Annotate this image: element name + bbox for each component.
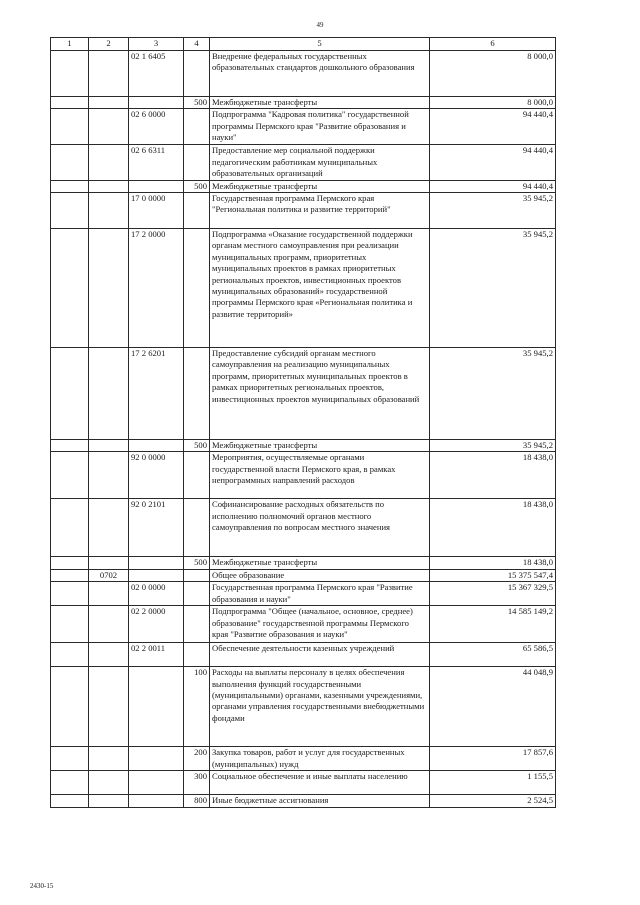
cell-c3: 02 6 0000 [129,109,184,145]
cell-c5: Предоставление мер социальной поддержки педагогическим работникам муниципальных образовательных организаций [210,145,430,180]
cell-c4: 500 [184,440,210,452]
table-row [51,452,556,499]
cell-c4: 100 [184,667,210,747]
table-row [51,499,556,557]
cell-c6: 35 945,2 [430,348,556,440]
cell-c6: 8 000,0 [430,51,556,97]
cell-c6: 35 945,2 [430,193,556,229]
cell-c4: 800 [184,795,210,807]
cell-c6: 94 440,4 [430,145,556,180]
table-row [51,145,556,180]
cell-c2 [89,452,129,499]
cell-c2 [89,582,129,606]
cell-c3: 92 0 0000 [129,452,184,499]
page-number: 49 [316,21,324,29]
cell-c6: 65 586,5 [430,643,556,667]
cell-c1 [51,569,89,581]
cell-c3 [129,795,184,807]
cell-c3 [129,557,184,569]
cell-c2 [89,51,129,97]
cell-c4 [184,499,210,557]
cell-c2 [89,795,129,807]
cell-c4: 500 [184,180,210,192]
cell-c6: 18 438,0 [430,557,556,569]
cell-c6: 94 440,4 [430,180,556,192]
cell-c6: 2 524,5 [430,795,556,807]
table-row [51,606,556,643]
cell-c3: 17 2 0000 [129,229,184,348]
cell-c6: 15 375 547,4 [430,569,556,581]
cell-c2: 0702 [89,569,129,581]
cell-c6: 14 585 149,2 [430,606,556,643]
cell-c2 [89,97,129,109]
cell-c3 [129,569,184,581]
cell-c2 [89,771,129,795]
cell-c5: Межбюджетные трансферты [210,180,430,192]
cell-c5: Межбюджетные трансферты [210,97,430,109]
cell-c5: Подпрограмма "Кадровая политика" государственной программы Пермского края "Развитие образования и науки" [210,109,430,145]
cell-c5: Расходы на выплаты персоналу в целях обеспечения выполнения функций государственными (муниципальными) органами, казенными учреждениями, органами управления государственными внебюджетными фондами [210,667,430,747]
table-row [51,747,556,771]
cell-c3: 02 1 6405 [129,51,184,97]
cell-c3: 02 2 0011 [129,643,184,667]
cell-c6: 18 438,0 [430,499,556,557]
cell-c1 [51,109,89,145]
cell-c3 [129,771,184,795]
table-row [51,229,556,348]
cell-c4 [184,348,210,440]
cell-c1 [51,440,89,452]
cell-c5: Внедрение федеральных государственных образовательных стандартов дошкольного образования [210,51,430,97]
table-row [51,557,556,569]
cell-c1 [51,229,89,348]
cell-c6: 8 000,0 [430,97,556,109]
cell-c4 [184,569,210,581]
cell-c1 [51,145,89,180]
cell-c2 [89,606,129,643]
cell-c3: 17 2 6201 [129,348,184,440]
cell-c1 [51,97,89,109]
table-row [51,51,556,97]
cell-c6: 17 857,6 [430,747,556,771]
column-header-5: 5 [210,38,430,51]
cell-c3: 17 0 0000 [129,193,184,229]
cell-c6: 35 945,2 [430,229,556,348]
table-row [51,348,556,440]
cell-c3: 02 2 0000 [129,606,184,643]
cell-c1 [51,795,89,807]
cell-c4 [184,51,210,97]
table-row [51,440,556,452]
cell-c2 [89,747,129,771]
cell-c1 [51,606,89,643]
table-row [51,667,556,747]
column-header-3: 3 [129,38,184,51]
cell-c4 [184,109,210,145]
cell-c5: Подпрограмма "Общее (начальное, основное, среднее) образование" государственной программы Пермского края "Развитие образования и науки" [210,606,430,643]
cell-c5: Предоставление субсидий органам местного самоуправления на реализацию муниципальных программ, приоритетных муниципальных проектов в рамках приоритетных региональных проектов, инвестиционных проектов муниципальных образований [210,348,430,440]
cell-c1 [51,348,89,440]
cell-c4 [184,643,210,667]
cell-c4 [184,145,210,180]
cell-c4: 200 [184,747,210,771]
cell-c2 [89,440,129,452]
column-header-2: 2 [89,38,129,51]
cell-c2 [89,348,129,440]
cell-c1 [51,180,89,192]
table-row [51,569,556,581]
cell-c1 [51,667,89,747]
cell-c2 [89,180,129,192]
cell-c5: Иные бюджетные ассигнования [210,795,430,807]
table-row [51,109,556,145]
cell-c2 [89,109,129,145]
cell-c1 [51,771,89,795]
cell-c4 [184,229,210,348]
table-row [51,795,556,807]
cell-c3 [129,747,184,771]
cell-c6: 15 367 329,5 [430,582,556,606]
budget-table [50,37,556,808]
cell-c4: 300 [184,771,210,795]
cell-c2 [89,499,129,557]
cell-c5: Мероприятия, осуществляемые органами государственной власти Пермского края, в рамках непрограммных направлений расходов [210,452,430,499]
cell-c3 [129,440,184,452]
cell-c6: 44 048,9 [430,667,556,747]
cell-c6: 1 155,5 [430,771,556,795]
cell-c5: Государственная программа Пермского края "Развитие образования и науки" [210,582,430,606]
table-row [51,582,556,606]
cell-c3 [129,97,184,109]
table-row [51,771,556,795]
cell-c2 [89,145,129,180]
cell-c4 [184,193,210,229]
cell-c1 [51,51,89,97]
cell-c4 [184,452,210,499]
column-header-6: 6 [430,38,556,51]
cell-c4 [184,582,210,606]
cell-c3 [129,180,184,192]
cell-c5: Государственная программа Пермского края "Региональная политика и развитие территорий" [210,193,430,229]
document-code: 2430-15 [30,882,54,890]
column-header-1: 1 [51,38,89,51]
cell-c4 [184,606,210,643]
cell-c5: Подпрограмма «Оказание государственной поддержки органам местного самоуправления при реализации муниципальных программ, приоритетных муниципальных проектов в рамках приоритетных региональных проектов, инвестиционных проектов муниципальных образований» государственной программы Пермского края «Региональная политика и развитие территорий» [210,229,430,348]
cell-c6: 18 438,0 [430,452,556,499]
cell-c1 [51,557,89,569]
table-row [51,97,556,109]
cell-c2 [89,193,129,229]
cell-c5: Межбюджетные трансферты [210,440,430,452]
table-row [51,643,556,667]
cell-c5: Софинансирование расходных обязательств по исполнению полномочий органов местного самоуправления по вопросам местного значения [210,499,430,557]
table-row [51,193,556,229]
cell-c4: 500 [184,97,210,109]
cell-c5: Общее образование [210,569,430,581]
column-header-4: 4 [184,38,210,51]
cell-c1 [51,499,89,557]
cell-c3: 02 0 0000 [129,582,184,606]
cell-c1 [51,193,89,229]
cell-c5: Закупка товаров, работ и услуг для государственных (муниципальных) нужд [210,747,430,771]
cell-c2 [89,643,129,667]
table-header-row [51,38,556,51]
cell-c6: 94 440,4 [430,109,556,145]
cell-c4: 500 [184,557,210,569]
cell-c1 [51,747,89,771]
cell-c1 [51,452,89,499]
cell-c1 [51,643,89,667]
cell-c2 [89,229,129,348]
cell-c2 [89,557,129,569]
cell-c3: 02 6 6311 [129,145,184,180]
table-row [51,180,556,192]
cell-c6: 35 945,2 [430,440,556,452]
cell-c5: Межбюджетные трансферты [210,557,430,569]
cell-c2 [89,667,129,747]
cell-c5: Социальное обеспечение и иные выплаты населению [210,771,430,795]
cell-c3 [129,667,184,747]
cell-c3: 92 0 2101 [129,499,184,557]
cell-c5: Обеспечение деятельности казенных учреждений [210,643,430,667]
cell-c1 [51,582,89,606]
